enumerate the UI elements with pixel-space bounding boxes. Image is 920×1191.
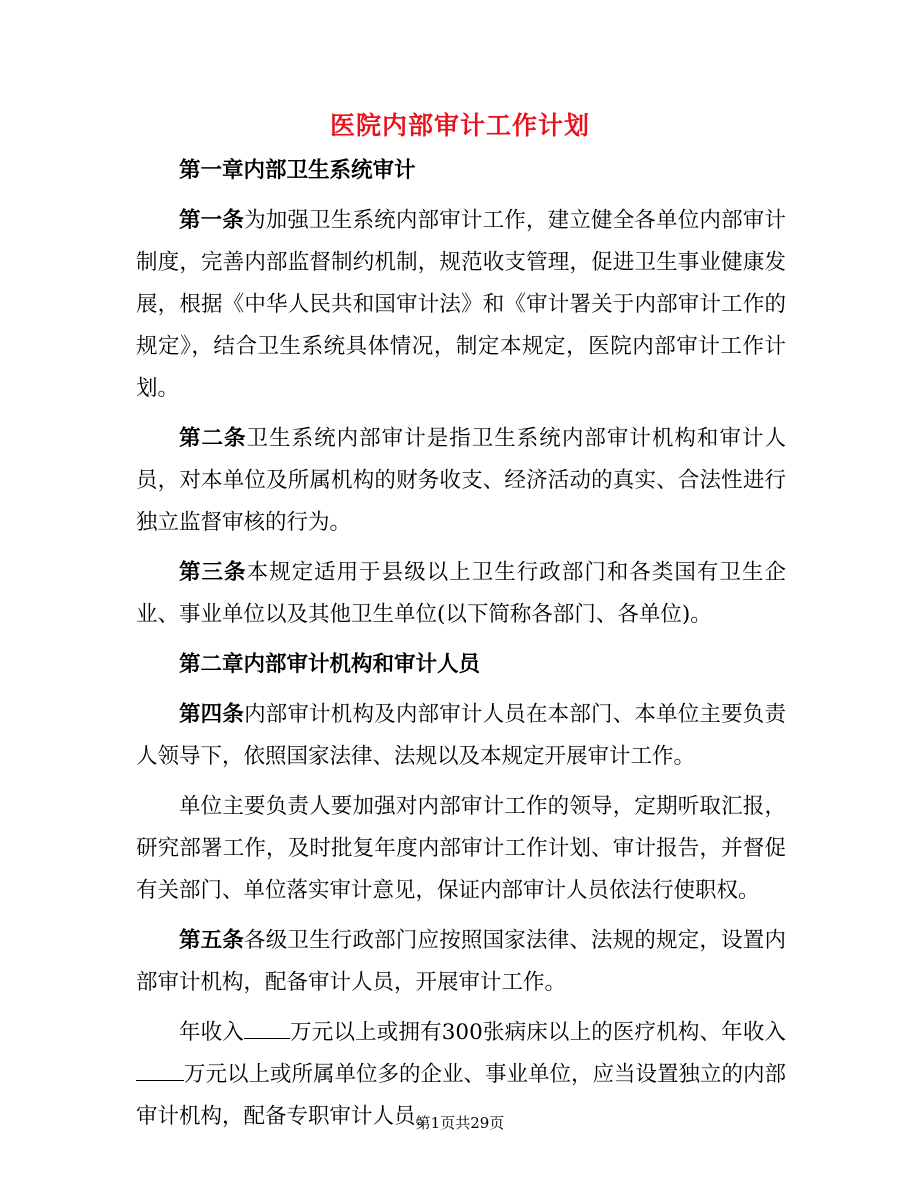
article-5-label: 第五条 [179, 928, 245, 953]
article-1 [136, 200, 786, 410]
chapter-heading-1: 第一章内部卫生系统审计 [179, 158, 416, 183]
article-3-text: 本规定适用于县级以上卫生行政部门和各类国有卫生企业、事业单位以及其他卫生单位(以下简称各部门、各单位)。 [136, 560, 786, 627]
page-footer: 第1页共29页 [415, 1114, 505, 1132]
article-2 [136, 418, 786, 544]
article-4-label: 第四条 [179, 702, 245, 727]
revenue-text-1: 年收入 [179, 1020, 244, 1045]
article-1-label: 第一条 [179, 208, 245, 233]
article-5-text: 各级卫生行政部门应按照国家法律、法规的规定，设置内部审计机构，配备审计人员，开展审计工作。 [136, 928, 786, 995]
chapter-heading-2: 第二章内部审计机构和审计人员 [179, 652, 481, 677]
article-2-text: 卫生系统内部审计是指卫生系统内部审计机构和审计人员，对本单位及所属机构的财务收支、经济活动的真实、合法性进行独立监督审核的行为。 [136, 426, 786, 535]
revenue-text-2: 万元以上或拥有300张病床以上的医疗机构、年收入 [289, 1020, 786, 1045]
article-1-text: 为加强卫生系统内部审计工作，建立健全各单位内部审计制度，完善内部监督制约机制，规范收支管理，促进卫生事业健康发展，根据《中华人民共和国审计法》和《审计署关于内部审计工作的规定》，结合卫生系统具体情况，制定本规定，医院内部审计工作计划。 [136, 208, 786, 401]
article-4 [136, 694, 786, 778]
fill-blank-2b [160, 1059, 184, 1082]
document-title: 医院内部审计工作计划 [329, 111, 590, 140]
article-5 [136, 920, 786, 1004]
article-2-label: 第二条 [179, 426, 247, 451]
article-3-label: 第三条 [179, 560, 247, 585]
fill-blank-1 [244, 1017, 290, 1040]
fill-blank-2a [136, 1059, 160, 1082]
paragraph-leader-duties: 单位主要负责人要加强对内部审计工作的领导，定期听取汇报，研究部署工作，及时批复年度内部审计工作计划、审计报告，并督促有关部门、单位落实审计意见，保证内部审计人员依法行使职权。 [136, 794, 786, 903]
document-body [136, 150, 786, 1138]
article-3 [136, 552, 786, 636]
revenue-text-3: 万元以上或所属单位多的企业、事业单位，应当设置独立的内部审计机构，配备专职审计人员。 [136, 1062, 787, 1129]
article-4-text: 内部审计机构及内部审计人员在本部门、本单位主要负责人领导下，依照国家法律、法规以及本规定开展审计工作。 [136, 702, 786, 769]
